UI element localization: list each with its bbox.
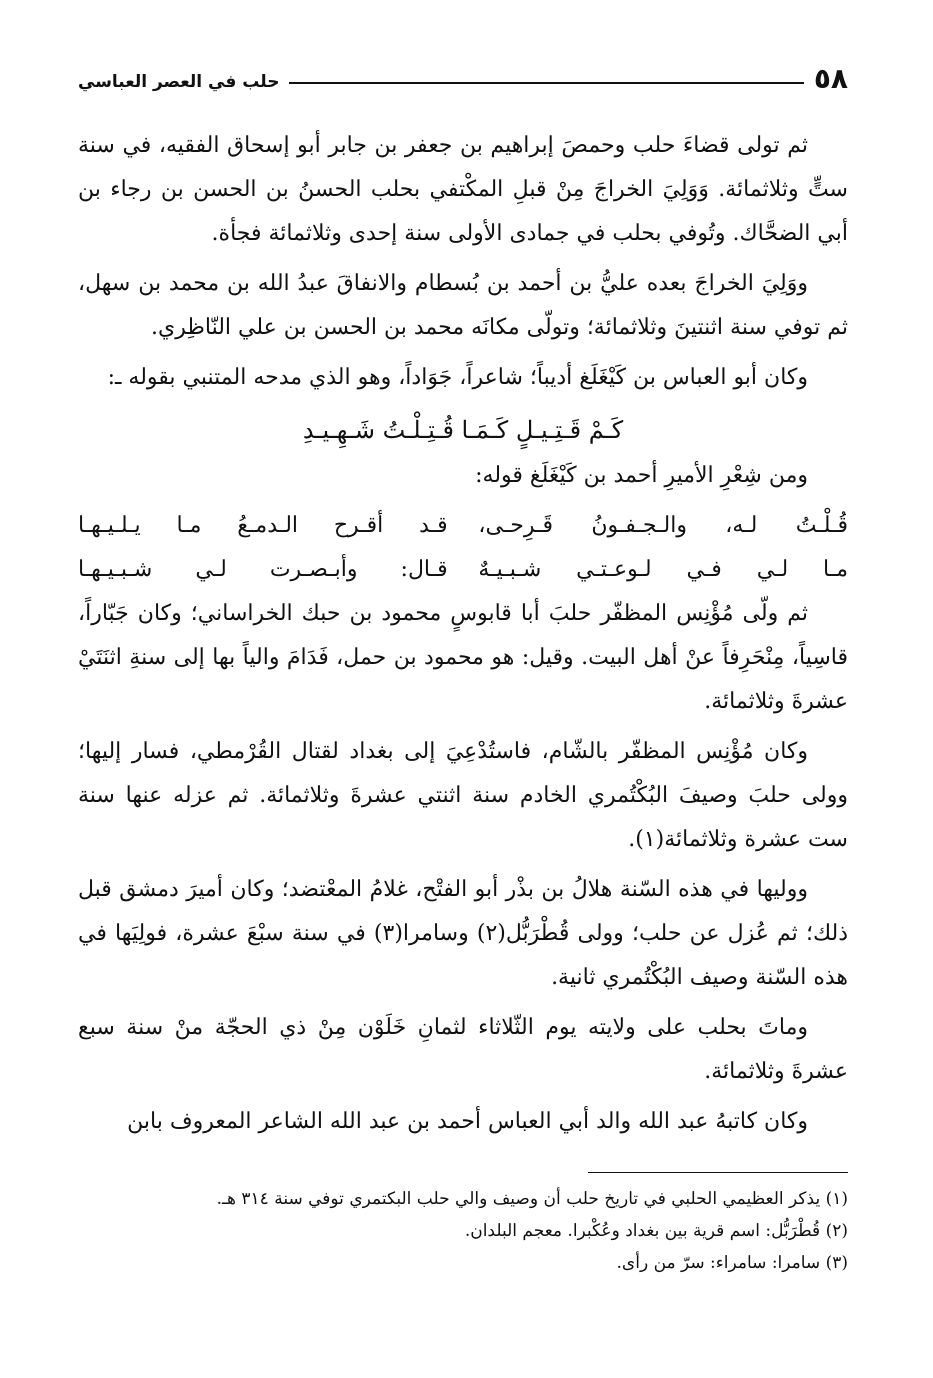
couplet-2-first-hemistich: مـا لـي فـي لـوعـتـي شـبـيـهٌ [478,557,848,582]
paragraph-1: ثم تولى قضاءَ حلب وحمصَ إبراهيم بن جعفر بن جابر أبو إسحاق الفقيه، في سنة ستٍّ وثلاثمائة. وَوَلِيَ الخراجَ مِنْ قبلِ المكْتفي بحلب الحسنُ بن الحسن بن رجاء بن أبي الضحَّاك. وتُوفي بحلب في جمادى الأولى سنة إحدى وثلاثمائة فجأة. [78,133,848,246]
paragraph-6: وكان مُؤْنِس المظفّر بالشّام، فاستُدْعِيَ إلى بغداد لقتال القُرْمطي، فسار إليها؛ وولى حلبَ وصيفَ البُكْتُمري الخادم سنة اثنتي عشرةَ وثلاثمائة. ثم عزله عنها سنة ست عشرة وثلاثمائة(١). [78,739,848,852]
couplet-1-first-hemistich: قُـلْـتُ لـه، والـجـفـونُ قَـرِحـى، [478,513,848,538]
couplet-1-second-hemistich: قـد أقـرح الـدمـعُ مـا يـلـيـهـا [78,513,448,538]
running-title: حلب في العصر العباسي [78,72,280,92]
paragraph-3: وكان أبو العباس بن كَيْغَلَغ أديباً؛ شاعراً، جَوَاداً، وهو الذي مدحه المتنبي بقوله ـ: [107,365,808,390]
couplet-2-second-hemistich: قـال: وأبـصـرت لـي شـبـيـهـا [78,557,448,582]
paragraph-5: ثم ولّى مُؤْنِس المظفّر حلبَ أبا قابوسٍ محمود بن حبك الخراساني؛ وكان جَبّاراً، قاسِياً، مِنْحَرِفاً عنْ أهل البيت. وقيل: هو محمود بن حمل، فَدَامَ والياً بها إلى سنةِ اثنَتَيْ عشرةَ وثلاثمائة. [78,601,848,714]
paragraph-4: ومن شِعْرِ الأميرِ أحمد بن كَيْغَلَغ قوله: [475,463,808,488]
paragraph-8: وماتَ بحلب على ولايته يوم الثّلاثاء لثمانِ خَلَوْن مِنْ ذي الحجّة منْ سنة سبع عشرةَ وثلاثمائة. [78,1015,848,1084]
paragraph-2: ووَلِيَ الخراجَ بعده عليُّ بن أحمد بن بُسطام والانفاقَ عبدُ الله بن محمد بن سهل، ثم توفي سنة اثنتينَ وثلاثمائة؛ وتولّى مكانَه محمد بن الحسن بن علي النّاظِري. [78,271,848,340]
footnotes [78,1183,848,1279]
footnote-2: (٢) قُطْرَبُّل: اسم قرية بين بغداد وعُكْبرا. معجم البلدان. [464,1221,848,1241]
page-number: ٥٨ [813,62,848,95]
footnote-1: (١) يذكر العظيمي الحلبي في تاريخ حلب أن وصيف والي حلب البكتمري توفي سنة ٣١٤ هـ. [216,1189,848,1209]
verse-line: كَـمْ قَـتِـيـلٍ كَـمَـا قُـتِـلْـتُ شَـهِـيـدِ [302,416,624,444]
footnote-3: (٣) سامرا: سامراء: سرّ من رأى. [616,1253,848,1273]
paragraph-7: ووليها في هذه السّنة هلالُ بن بذْر أبو الفتْح، غلامُ المعْتضد؛ وكان أميرَ دمشق قبل ذلك؛ ثم عُزل عن حلب؛ وولى قُطْرَبُّل(٢) وسامرا(٣) في سنة سبْعَ عشرة، فولِيَها في هذه السّنة وصيف البُكْتُمري ثانية. [78,877,849,990]
body-text [78,124,848,1144]
header-rule [289,82,803,84]
book-page [78,58,848,1279]
footnote-rule [588,1172,848,1173]
paragraph-9: وكان كاتبهُ عبد الله والد أبي العباس أحمد بن عبد الله الشاعر المعروف بابن [127,1109,808,1134]
couplet-1 [78,504,848,548]
couplet-2 [78,548,848,592]
running-header [78,58,848,94]
